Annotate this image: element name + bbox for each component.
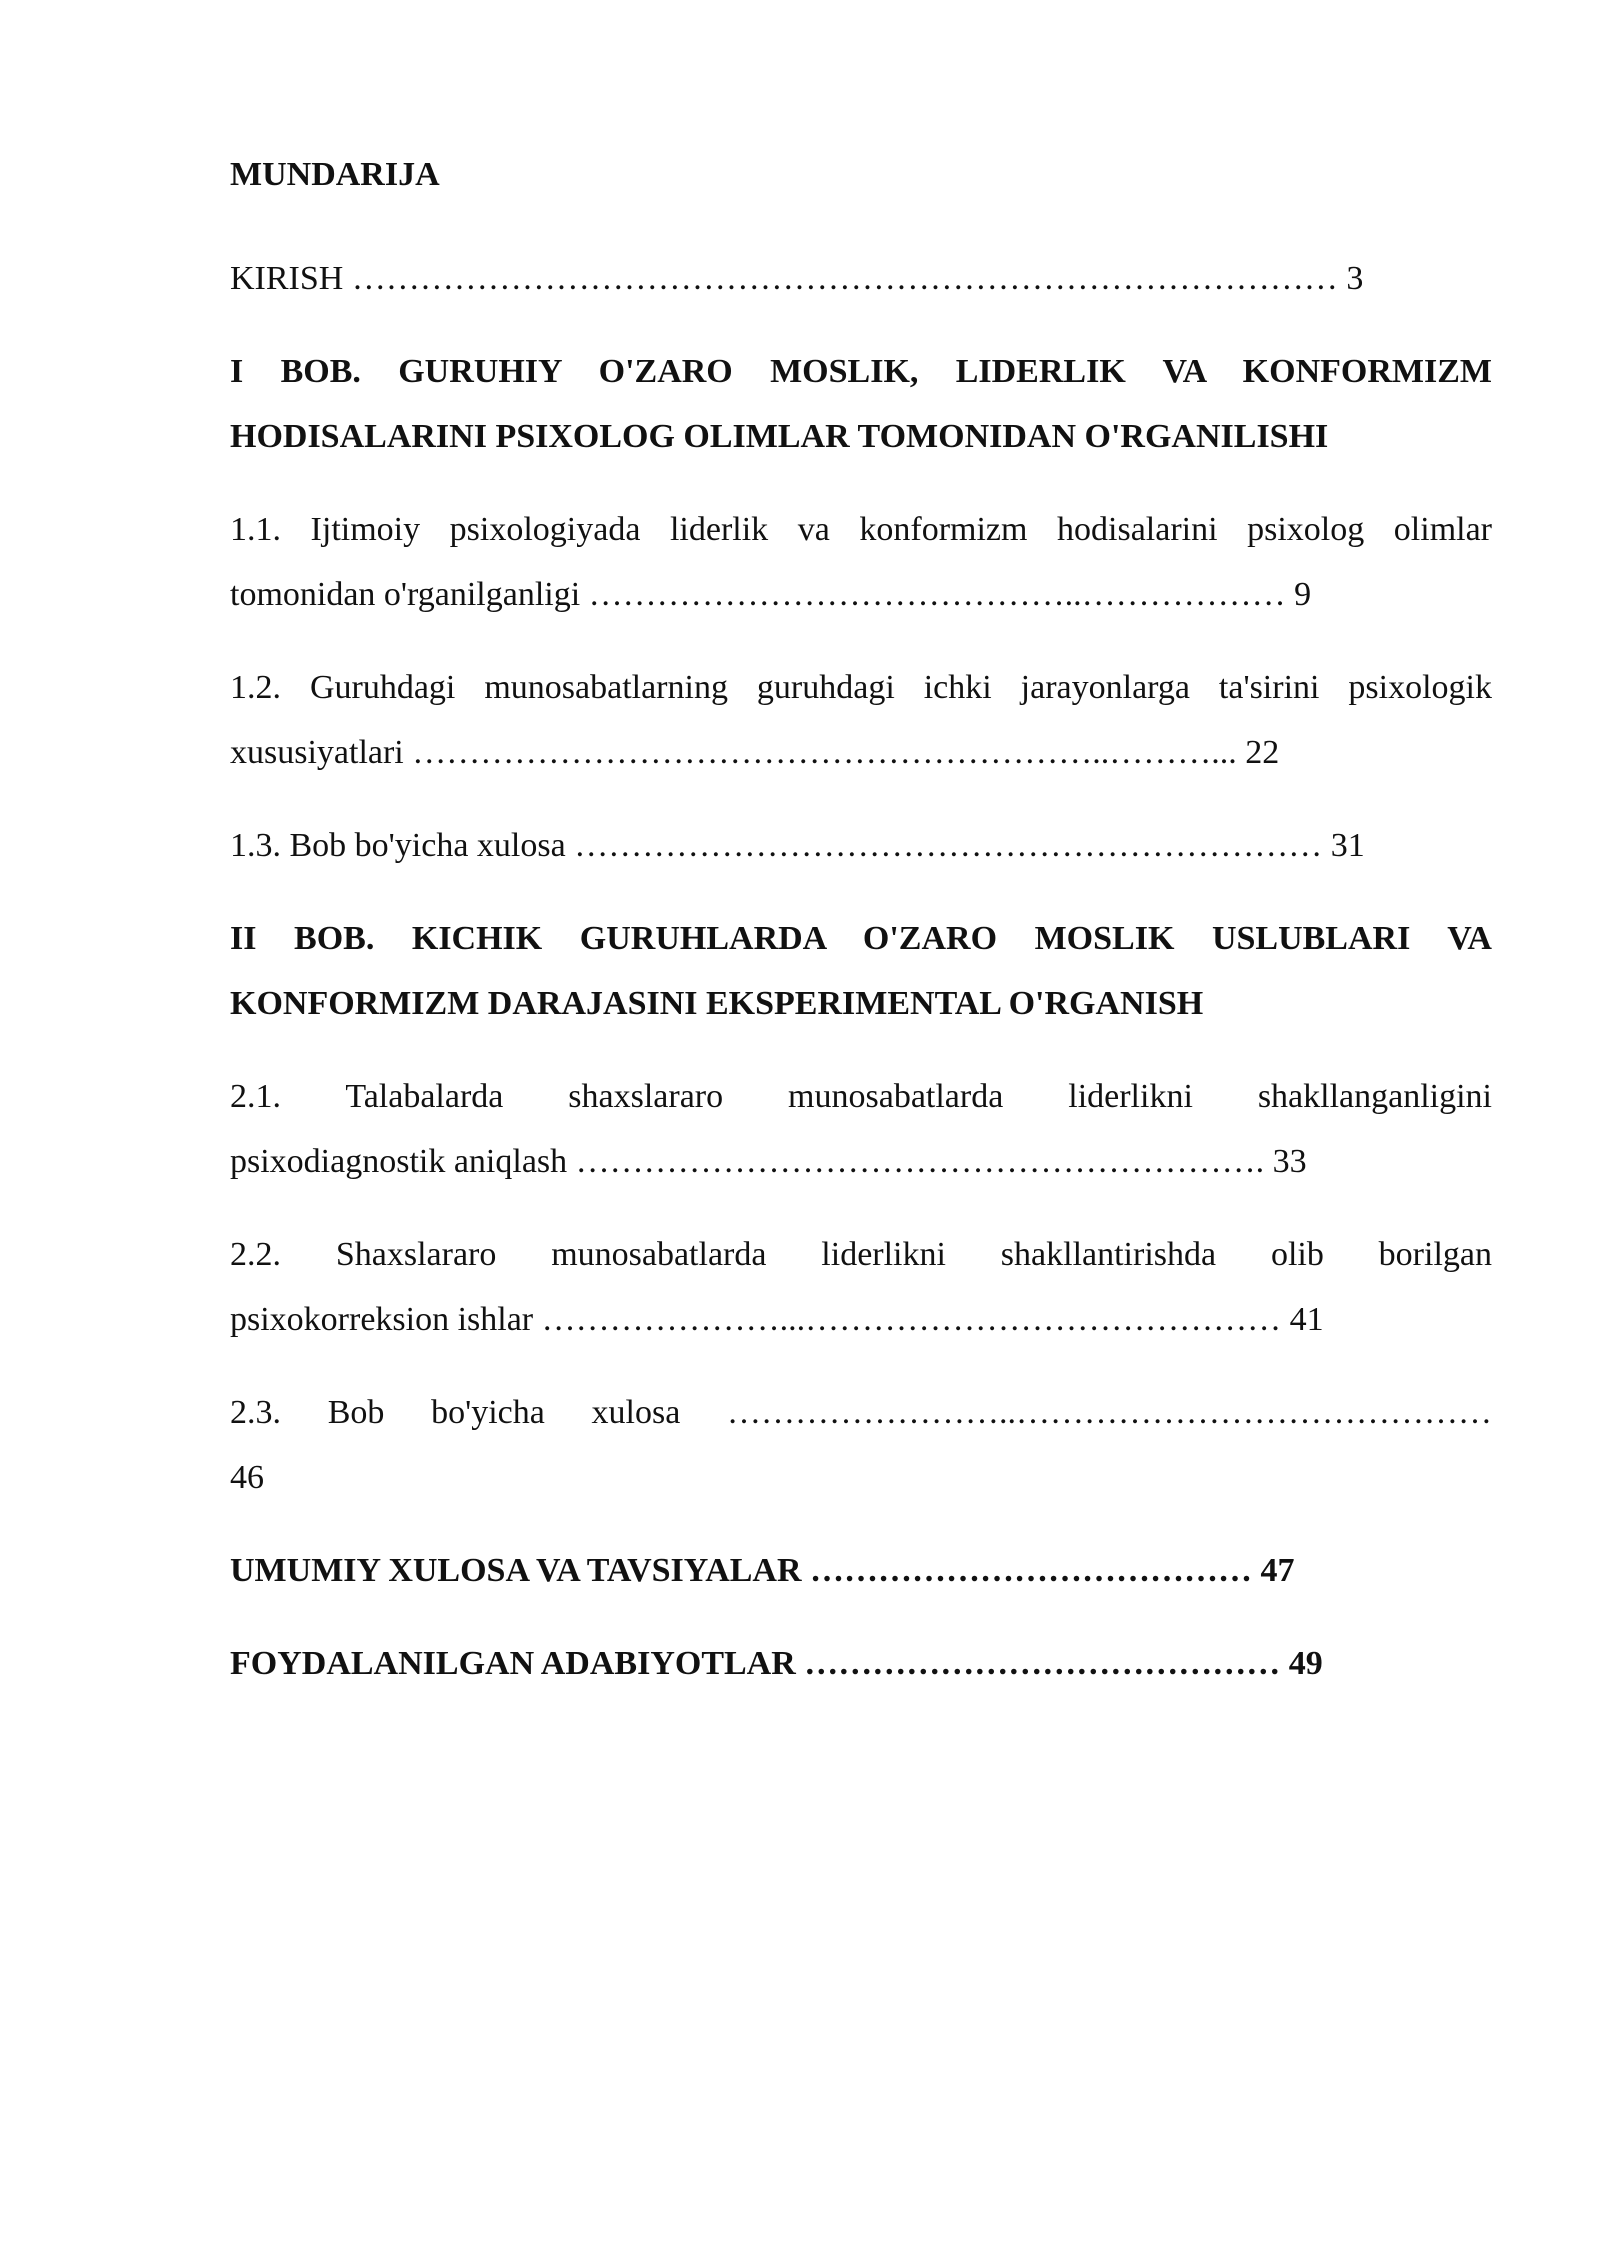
- toc-entry-conclusion: [230, 1538, 1492, 1603]
- toc-chapter-2-line-1: II BOB. KICHIK GURUHLARDA O'ZARO MOSLIK USLUBLARI VA: [230, 920, 1492, 957]
- toc-section-2-2-line-1: 2.2. Shaxslararo munosabatlarda liderlikni shakllantirishda olib borilgan: [230, 1236, 1492, 1273]
- toc-section-1-1: [230, 497, 1492, 627]
- table-of-contents: [230, 150, 1492, 1724]
- toc-section-1-2: [230, 655, 1492, 785]
- toc-chapter-1: [230, 339, 1492, 469]
- toc-chapter-2-line-2: KONFORMIZM DARAJASINI EKSPERIMENTAL O'RGANISH: [230, 985, 1204, 1022]
- toc-section-2-3: [230, 1380, 1492, 1510]
- toc-entry-references-text: FOYDALANILGAN ADABIYOTLAR …………………………………… 49: [230, 1645, 1323, 1682]
- toc-section-2-1: [230, 1064, 1492, 1194]
- toc-chapter-1-line-2: HODISALARINI PSIXOLOG OLIMLAR TOMONIDAN O'RGANILISHI: [230, 418, 1329, 455]
- toc-section-2-1-line-2: psixodiagnostik aniqlash ……………………………………………………. 33: [230, 1143, 1307, 1180]
- toc-section-1-3-text: 1.3. Bob bo'yicha xulosa ………………………………………………………… 31: [230, 827, 1365, 864]
- toc-title: MUNDARIJA: [230, 156, 440, 193]
- toc-entry-kirish: [230, 246, 1492, 311]
- toc-chapter-2: [230, 906, 1492, 1036]
- toc-section-1-1-line-2: tomonidan o'rganilganligi ……………………………………..……………… 9: [230, 576, 1312, 613]
- toc-section-2-3-line-2: 46: [230, 1459, 264, 1496]
- toc-section-2-2: [230, 1222, 1492, 1352]
- toc-section-2-3-line-1: 2.3. Bob bo'yicha xulosa ……………………..……………………………………: [230, 1394, 1492, 1431]
- toc-section-2-2-line-2: psixokorreksion ishlar …………………...…………………………………… 41: [230, 1301, 1324, 1338]
- toc-entry-references: [230, 1631, 1492, 1696]
- toc-chapter-1-line-1: I BOB. GURUHIY O'ZARO MOSLIK, LIDERLIK VA KONFORMIZM: [230, 353, 1492, 390]
- toc-section-1-1-line-1: 1.1. Ijtimoiy psixologiyada liderlik va konformizm hodisalarini psixolog olimlar: [230, 511, 1492, 548]
- toc-section-1-3: [230, 813, 1492, 878]
- toc-section-2-1-line-1: 2.1. Talabalarda shaxslararo munosabatlarda liderlikni shakllanganligini: [230, 1078, 1492, 1115]
- toc-entry-conclusion-text: UMUMIY XULOSA VA TAVSIYALAR ………………………………… 47: [230, 1552, 1295, 1589]
- toc-entry-kirish-text: KIRISH …………………………………………………………………………… 3: [230, 260, 1364, 297]
- toc-section-1-2-line-1: 1.2. Guruhdagi munosabatlarning guruhdagi ichki jarayonlarga ta'sirini psixologik: [230, 669, 1492, 706]
- toc-section-1-2-line-2: xususiyatlari ……………………………………………………..………... 22: [230, 734, 1280, 771]
